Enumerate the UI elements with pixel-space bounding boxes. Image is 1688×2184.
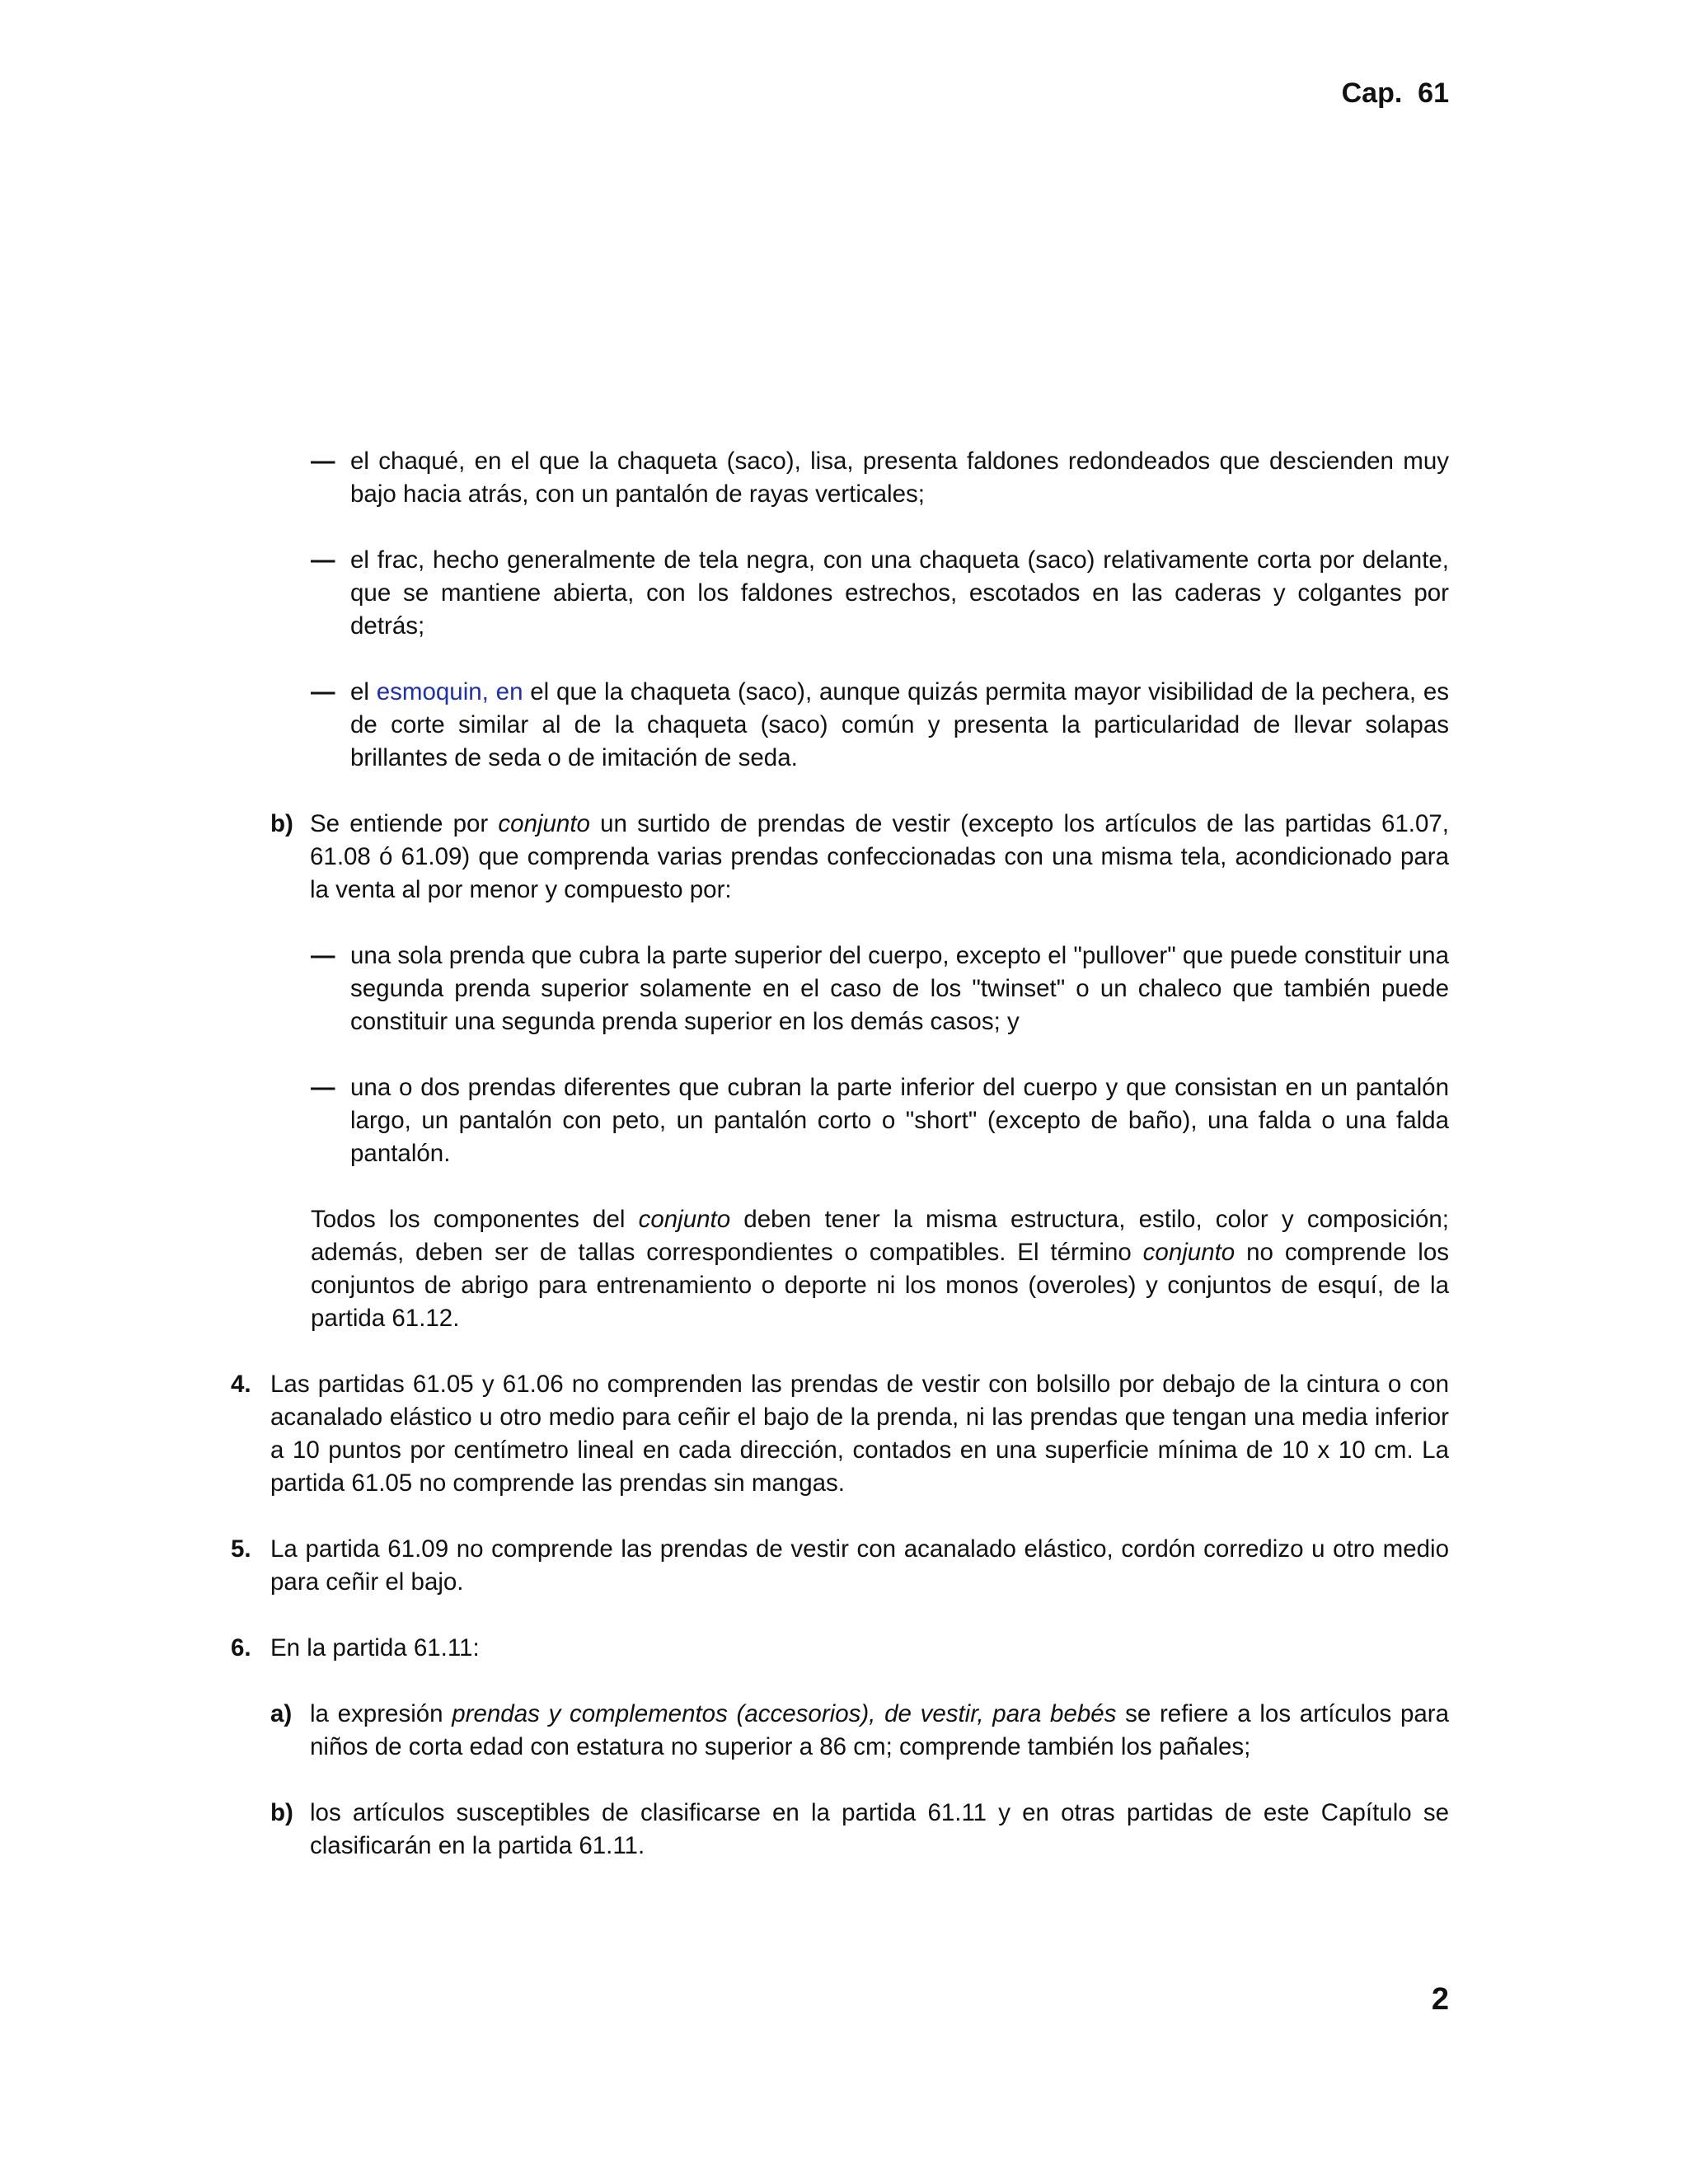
numbered-item-6 bbox=[231, 1632, 1449, 1665]
text-segment: la expresión bbox=[310, 1700, 452, 1727]
dash-item-text: una o dos prendas diferentes que cubran la parte inferior del cuerpo y que consistan en un pantalón largo, un pantalón con peto, un pantalón corto o "short" (excepto de baño), una falda o una falda pantalón. bbox=[350, 1074, 1449, 1167]
chapter-header: Cap. 61 bbox=[1341, 77, 1449, 109]
lettered-item-text bbox=[310, 808, 1449, 907]
esmoquin-link[interactable]: esmoquin, en bbox=[376, 678, 523, 705]
italic-term: prendas y complementos (accesorios), de vestir, para bebés bbox=[452, 1700, 1117, 1727]
lettered-item-b-clasificar bbox=[270, 1797, 1449, 1863]
text-segment: el bbox=[350, 678, 377, 705]
page-number: 2 bbox=[1431, 1982, 1449, 2017]
dash-marker: — bbox=[311, 448, 335, 475]
dash-item-esmoquin bbox=[311, 676, 1449, 775]
numbered-item-text: Las partidas 61.05 y 61.06 no comprenden las prendas de vestir con bolsillo por debajo de la cintura o con acanalado elástico u otro medio para ceñir el bajo de la prenda, ni las prendas que tengan una media inferior a 10 puntos por centímetro lineal en cada dirección, contados en una superficie mínima de 10 x 10 cm. La partida 61.05 no comprende las prendas sin mangas. bbox=[270, 1371, 1449, 1497]
lettered-item-text: los artículos susceptibles de clasificarse en la partida 61.11 y en otras partidas de este Capítulo se clasificarán en la partida 61.11. bbox=[310, 1799, 1449, 1859]
lettered-item-text bbox=[310, 1698, 1449, 1764]
dash-item-frac bbox=[311, 544, 1449, 643]
numbered-item-text: En la partida 61.11: bbox=[270, 1634, 480, 1661]
numbered-item-4 bbox=[231, 1368, 1449, 1500]
dash-item-text bbox=[350, 676, 1449, 775]
dash-item-chaque bbox=[311, 445, 1449, 511]
dash-item-superior bbox=[311, 940, 1449, 1038]
text-segment: Se entiende por bbox=[310, 810, 499, 837]
dash-item-text: el chaqué, en el que la chaqueta (saco), lisa, presenta faldones redondeados que descienden muy bajo hacia atrás, con un pantalón de rayas verticales; bbox=[350, 448, 1449, 508]
text-segment: se refiere a los artículos para niños de corta edad con estatura no superior a 86 cm; comprende también los pañales; bbox=[310, 1700, 1450, 1760]
paragraph-todos bbox=[311, 1203, 1449, 1335]
italic-term: conjunto bbox=[1142, 1239, 1236, 1266]
dash-marker: — bbox=[311, 678, 335, 705]
text-segment: deben tener la misma estructura, estilo, color y composición; además, deben ser de tallas correspondientes o compatibles. El término bbox=[311, 1206, 1449, 1266]
text-segment: un surtido de prendas de vestir (excepto los artículos de las partidas 61.07, 61.08 ó 61.09) que comprenda varias prendas confeccionadas con una misma tela, acondicionado para la venta al por menor y compuesto por: bbox=[310, 810, 1449, 903]
dash-item-text: el frac, hecho generalmente de tela negra, con una chaqueta (saco) relativamente corta por delante, que se mantiene abierta, con los faldones estrechos, escotados en las caderas y colgantes por detrás; bbox=[350, 546, 1449, 640]
dash-marker: — bbox=[311, 1074, 335, 1101]
number-marker: 4. bbox=[231, 1371, 251, 1398]
letter-marker: b) bbox=[270, 810, 293, 837]
lettered-item-a-bebes bbox=[270, 1698, 1449, 1764]
lettered-item-b-conjunto bbox=[270, 808, 1449, 907]
numbered-item-5 bbox=[231, 1533, 1449, 1599]
letter-marker: b) bbox=[270, 1799, 293, 1826]
text-segment: no comprende los conjuntos de abrigo para entrenamiento o deporte ni los monos (overoles) y conjuntos de esquí, de la partida 61.12. bbox=[311, 1239, 1450, 1332]
number-marker: 5. bbox=[231, 1535, 251, 1563]
text-segment: el que la chaqueta (saco), aunque quizás permita mayor visibilidad de la pechera, es de corte similar al de la chaqueta (saco) común y presenta la particularidad de llevar solapas brillantes de seda o de imitación de seda. bbox=[350, 678, 1449, 771]
italic-term: conjunto bbox=[498, 810, 590, 837]
dash-item-text: una sola prenda que cubra la parte superior del cuerpo, excepto el "pullover" que puede constituir una segunda prenda superior solamente en el caso de los "twinset" o un chaleco que también puede constituir una segunda prenda superior en los demás casos; y bbox=[350, 942, 1449, 1035]
letter-marker: a) bbox=[270, 1700, 293, 1727]
number-marker: 6. bbox=[231, 1634, 251, 1661]
dash-marker: — bbox=[311, 546, 335, 574]
text-segment: Todos los componentes del bbox=[311, 1206, 639, 1233]
dash-marker: — bbox=[311, 942, 335, 969]
dash-item-inferior bbox=[311, 1071, 1449, 1170]
document-body bbox=[231, 445, 1449, 1896]
numbered-item-text: La partida 61.09 no comprende las prendas de vestir con acanalado elástico, cordón corredizo u otro medio para ceñir el bajo. bbox=[270, 1535, 1449, 1596]
italic-term: conjunto bbox=[638, 1206, 731, 1233]
